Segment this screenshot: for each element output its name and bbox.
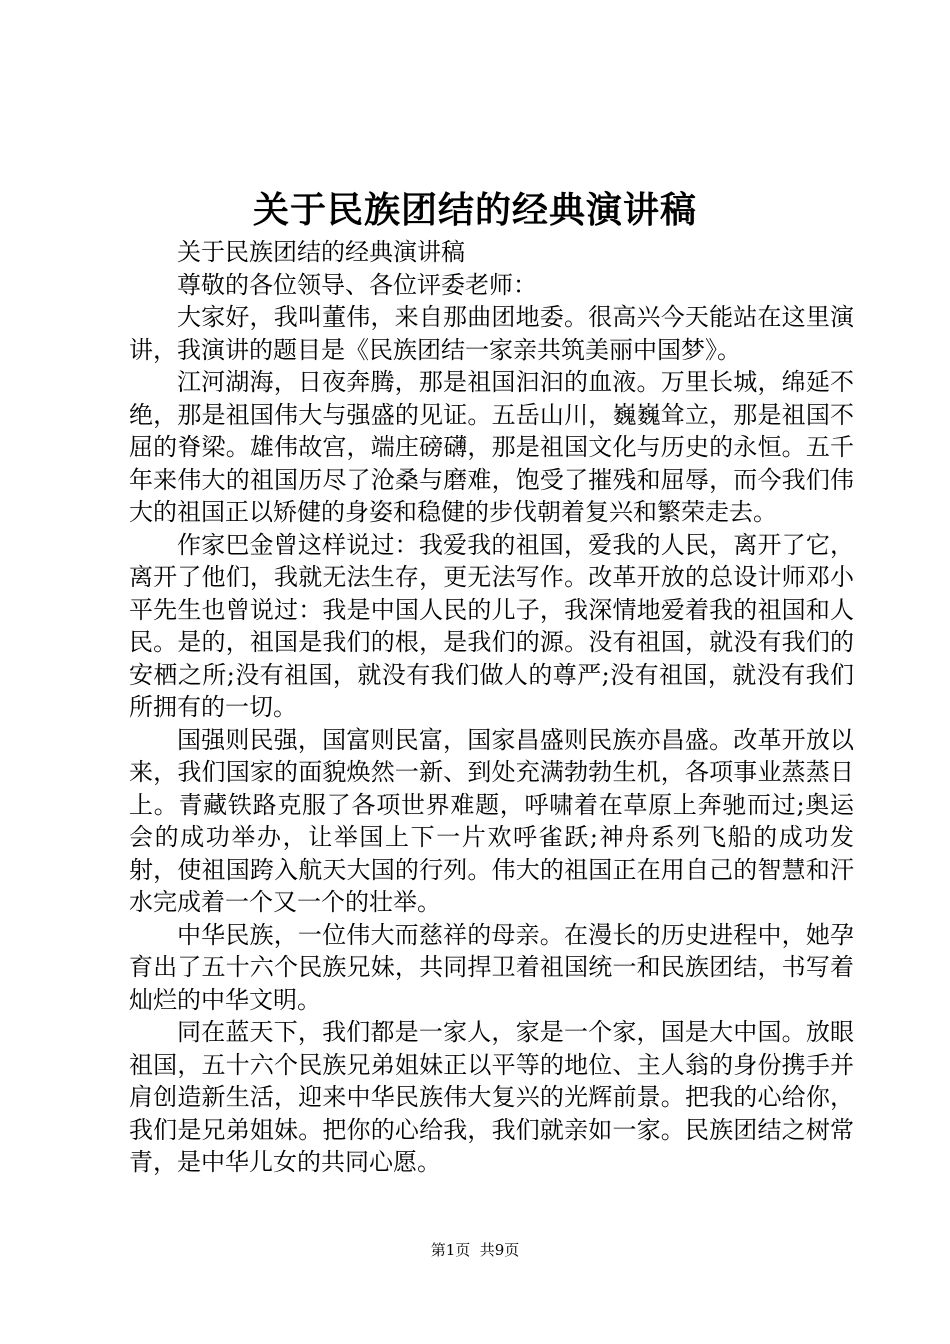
page-number-label: 第1页 共9页 [430, 1241, 520, 1259]
paragraph: 国强则民强，国富则民富，国家昌盛则民族亦昌盛。改革开放以来，我们国家的面貌焕然一新、到处充满勃勃生机，各项事业蒸蒸日上。青藏铁路克服了各项世界难题，呼啸着在草原上奔驰而过;奥运会的成功举办，让举国上下一片欢呼雀跃;神舟系列飞船的成功发射，使祖国跨入航天大国的行列。伟大的祖国正在用自己的智慧和汗水完成着一个又一个的壮举。 [129, 725, 854, 916]
document-title: 关于民族团结的经典演讲稿 [252, 189, 697, 231]
paragraph: 中华民族，一位伟大而慈祥的母亲。在漫长的历史进程中，她孕育出了五十六个民族兄妹，共同捍卫着祖国统一和民族团结，书写着灿烂的中华文明。 [129, 920, 854, 1014]
paragraph: 作家巴金曾这样说过：我爱我的祖国，爱我的人民，离开了它，离开了他们，我就无法生存，更无法写作。改革开放的总设计师邓小平先生也曾说过：我是中国人民的儿子，我深情地爱着我的祖国和人民。是的，祖国是我们的根，是我们的源。没有祖国，就没有我们的安栖之所;没有祖国，就没有我们做人的尊严;没有祖国，就没有我们所拥有的一切。 [129, 530, 854, 721]
page-footer [0, 1240, 950, 1260]
paragraph: 大家好，我叫董伟，来自那曲团地委。很高兴今天能站在这里演讲，我演讲的题目是《民族团结一家亲共筑美丽中国梦》。 [129, 303, 854, 364]
document-body [129, 236, 854, 1179]
paragraph: 同在蓝天下，我们都是一家人，家是一个家，国是大中国。放眼祖国，五十六个民族兄弟姐妹正以平等的地位、主人翁的身份携手并肩创造新生活，迎来中华民族伟大复兴的光辉前景。把我的心给你，我们是兄弟姐妹。把你的心给我，我们就亲如一家。民族团结之树常青，是中华儿女的共同心愿。 [129, 1018, 854, 1176]
paragraph: 江河湖海，日夜奔腾，那是祖国汩汩的血液。万里长城，绵延不绝，那是祖国伟大与强盛的见证。五岳山川，巍巍耸立，那是祖国不屈的脊梁。雄伟故宫，端庄磅礴，那是祖国文化与历史的永恒。五千年来伟大的祖国历尽了沧桑与磨难，饱受了摧残和屈辱，而今我们伟大的祖国正以矫健的身姿和稳健的步伐朝着复兴和繁荣走去。 [129, 368, 854, 526]
paragraph: 尊敬的各位领导、各位评委老师： [177, 270, 537, 299]
paragraph: 关于民族团结的经典演讲稿 [177, 238, 465, 266]
